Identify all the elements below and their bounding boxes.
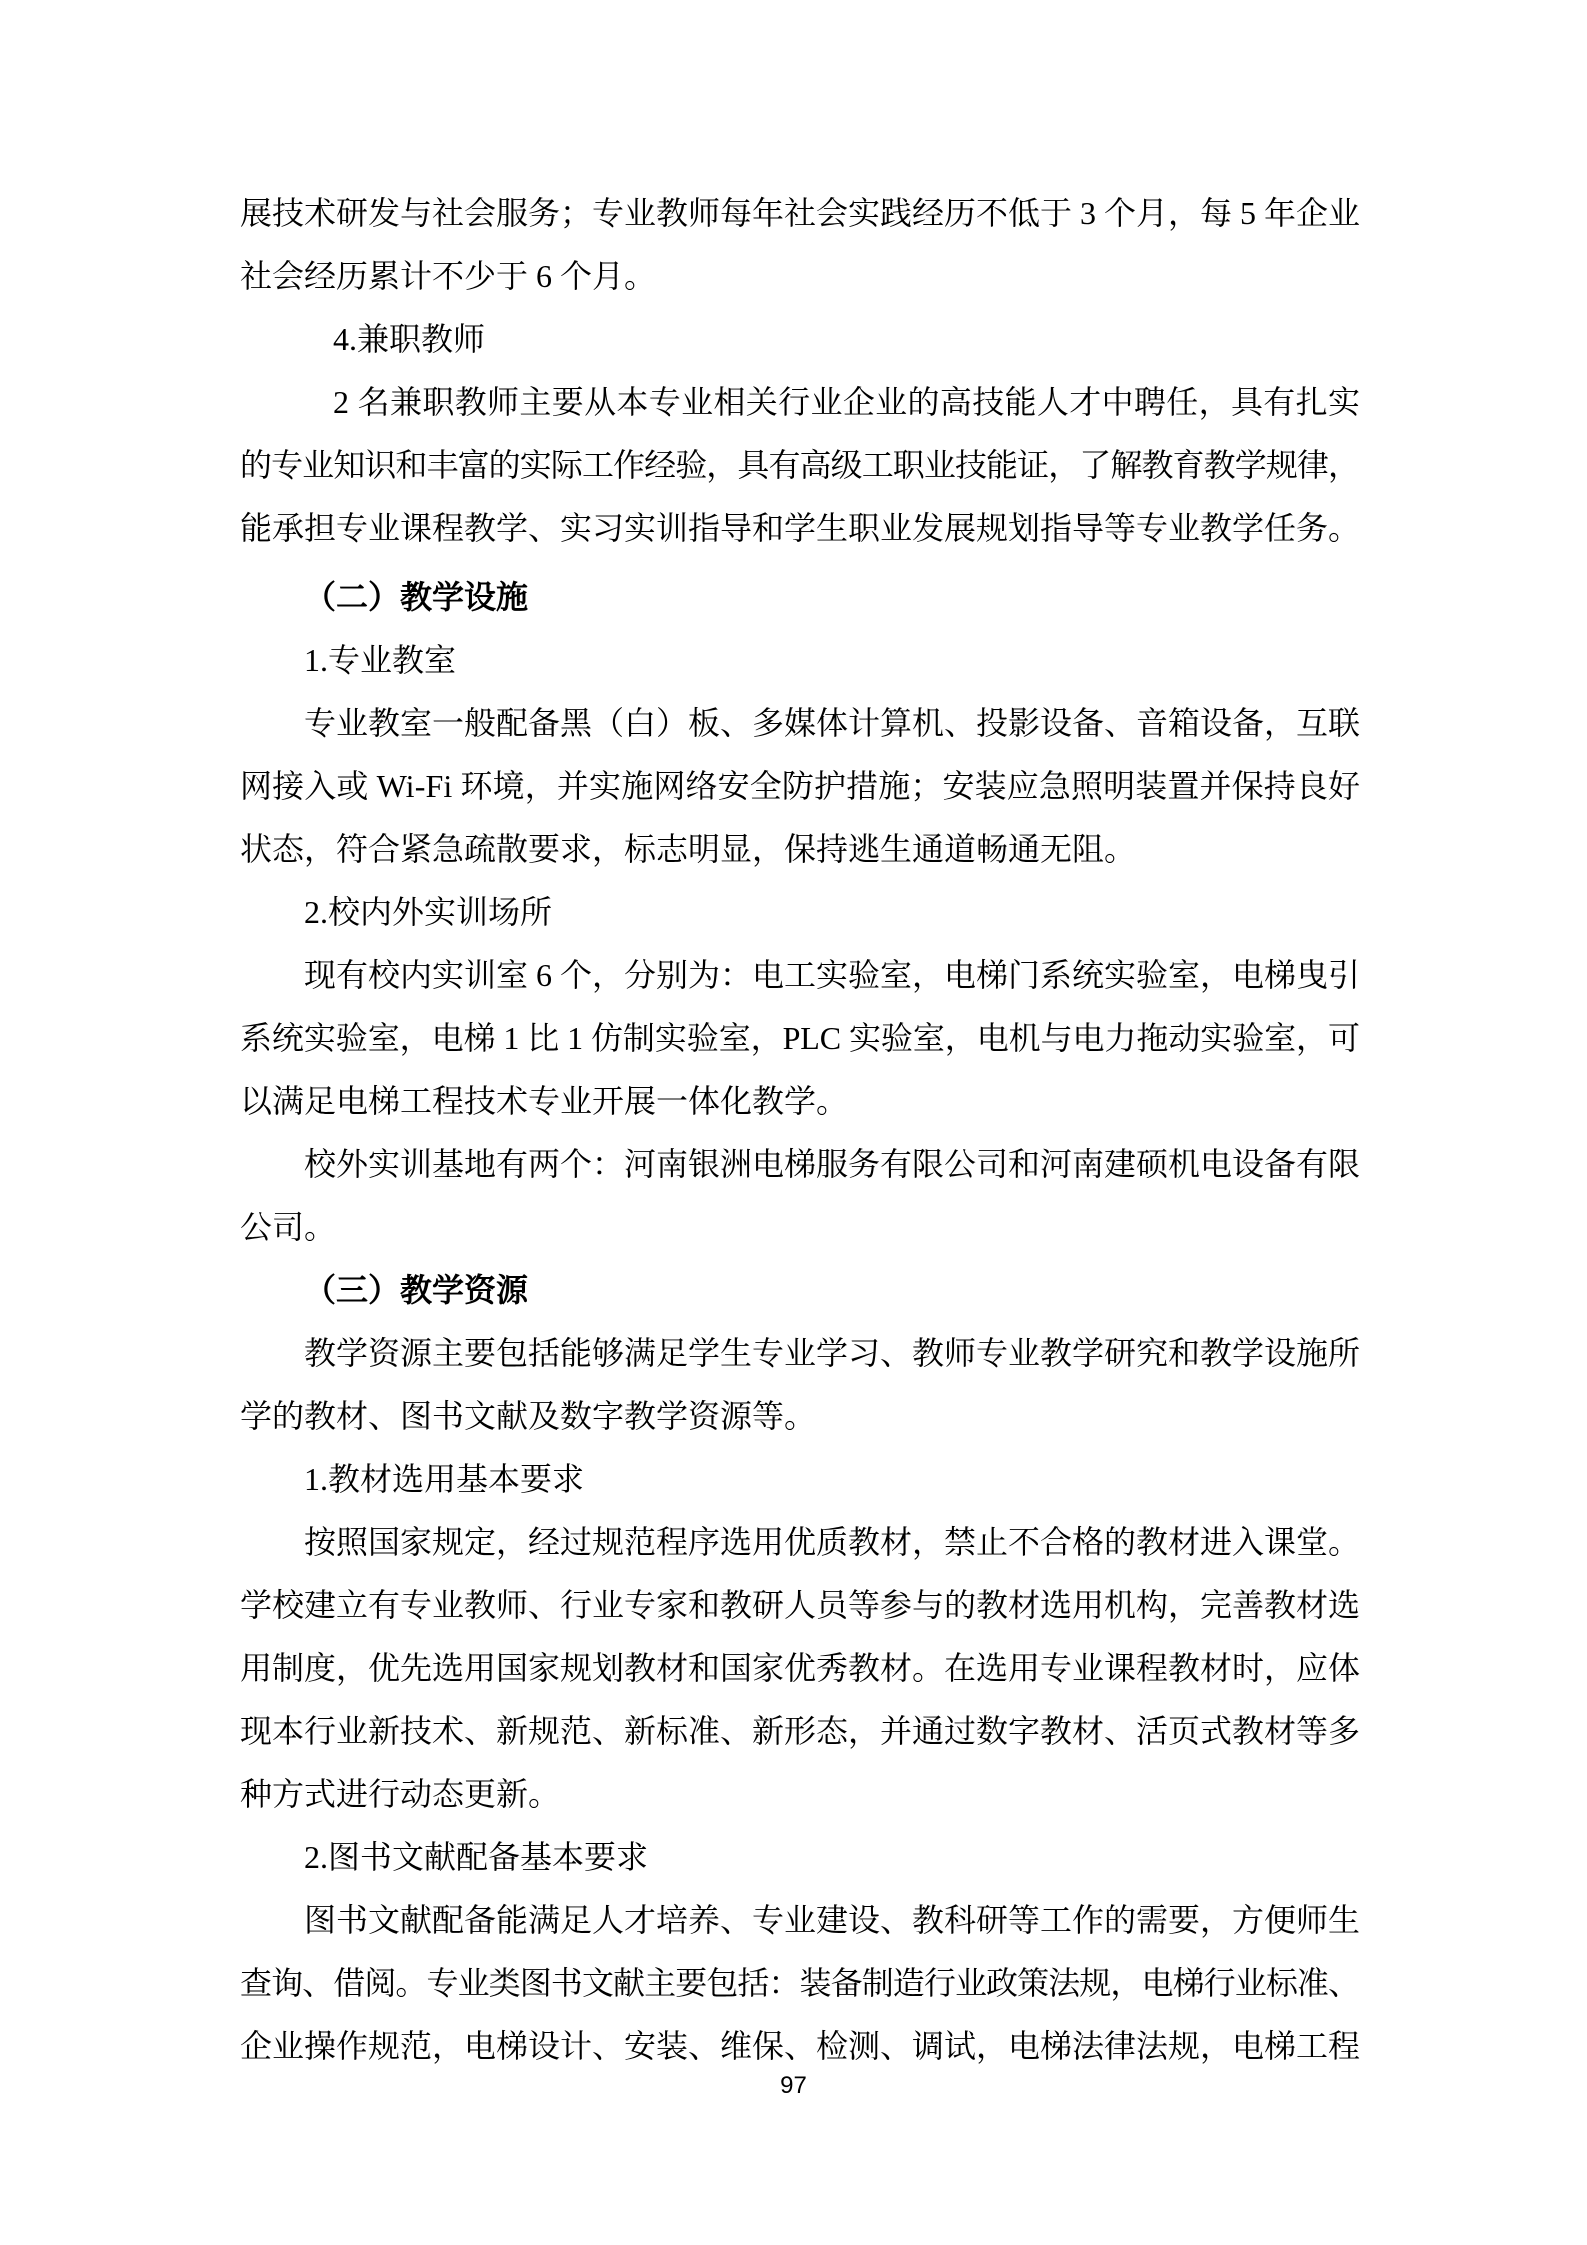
paragraph-line: 2 名兼职教师主要从本专业相关行业企业的高技能人才中聘任，具有扎实 [333, 384, 1361, 420]
part-time-teachers-subheading: 4.兼职教师 [333, 321, 486, 357]
classroom-paragraph [240, 692, 1360, 881]
paragraph-line: 按照国家规定，经过规范程序选用优质教材，禁止不合格的教材进入课堂。 [304, 1524, 1360, 1560]
resources-intro-paragraph [240, 1322, 1360, 1448]
external-training-paragraph [240, 1133, 1360, 1259]
paragraph-line: 图书文献配备能满足人才培养、专业建设、教科研等工作的需要，方便师生 [304, 1902, 1360, 1938]
paragraph-line: 展技术研发与社会服务；专业教师每年社会实践经历不低于 3 个月，每 5 年企业 [240, 195, 1360, 231]
page-number: 97 [780, 2072, 807, 2099]
paragraph-line: 学的教材、图书文献及数字教学资源等。 [240, 1398, 817, 1434]
continued-paragraph [240, 182, 1360, 308]
library-resources-paragraph [240, 1889, 1360, 2078]
paragraph-line: 状态，符合紧急疏散要求，标志明显，保持逃生通道畅通无阻。 [240, 831, 1137, 867]
textbook-selection-paragraph [240, 1511, 1360, 1826]
training-sites-subheading: 2.校内外实训场所 [304, 894, 553, 930]
paragraph-line: 学校建立有专业教师、行业专家和教研人员等参与的教材选用机构，完善教材选 [240, 1587, 1360, 1623]
paragraph-line: 社会经历累计不少于 6 个月。 [240, 258, 657, 294]
paragraph-line: 现有校内实训室 6 个，分别为：电工实验室，电梯门系统实验室，电梯曳引 [304, 957, 1360, 993]
paragraph-line: 系统实验室，电梯 1 比 1 仿制实验室，PLC 实验室，电机与电力拖动实验室，可 [240, 1020, 1360, 1056]
page-body [240, 182, 1360, 2078]
paragraph-line: 教学资源主要包括能够满足学生专业学习、教师专业教学研究和教学设施所 [304, 1335, 1360, 1371]
internal-training-paragraph [240, 944, 1360, 1133]
paragraph-line: 校外实训基地有两个：河南银洲电梯服务有限公司和河南建硕机电设备有限 [304, 1146, 1360, 1182]
paragraph-line: 以满足电梯工程技术专业开展一体化教学。 [240, 1083, 849, 1119]
paragraph-line: 用制度，优先选用国家规划教材和国家优秀教材。在选用专业课程教材时，应体 [240, 1650, 1360, 1686]
paragraph-line: 现本行业新技术、新规范、新标准、新形态，并通过数字教材、活页式教材等多 [240, 1713, 1360, 1749]
paragraph-line: 网接入或 Wi-Fi 环境，并实施网络安全防护措施；安装应急照明装置并保持良好 [240, 768, 1361, 804]
teaching-resources-heading: （三）教学资源 [304, 1272, 529, 1308]
paragraph-line: 公司。 [240, 1209, 337, 1245]
paragraph-line: 的专业知识和丰富的实际工作经验，具有高级工职业技能证，了解教育教学规律， [240, 447, 1360, 483]
paragraph-line: 查询、借阅。专业类图书文献主要包括：装备制造行业政策法规，电梯行业标准、 [240, 1965, 1360, 2001]
paragraph-line: 专业教室一般配备黑（白）板、多媒体计算机、投影设备、音箱设备，互联 [304, 705, 1360, 741]
paragraph-line: 能承担专业课程教学、实习实训指导和学生职业发展规划指导等专业教学任务。 [240, 510, 1360, 546]
teaching-facilities-heading: （二）教学设施 [304, 579, 529, 615]
library-resources-subheading: 2.图书文献配备基本要求 [304, 1839, 649, 1875]
textbook-selection-subheading: 1.教材选用基本要求 [304, 1461, 585, 1497]
part-time-teachers-paragraph [240, 371, 1360, 560]
paragraph-line: 种方式进行动态更新。 [240, 1776, 561, 1812]
classroom-subheading: 1.专业教室 [304, 642, 457, 678]
paragraph-line: 企业操作规范，电梯设计、安装、维保、检测、调试，电梯法律法规，电梯工程 [240, 2028, 1360, 2064]
